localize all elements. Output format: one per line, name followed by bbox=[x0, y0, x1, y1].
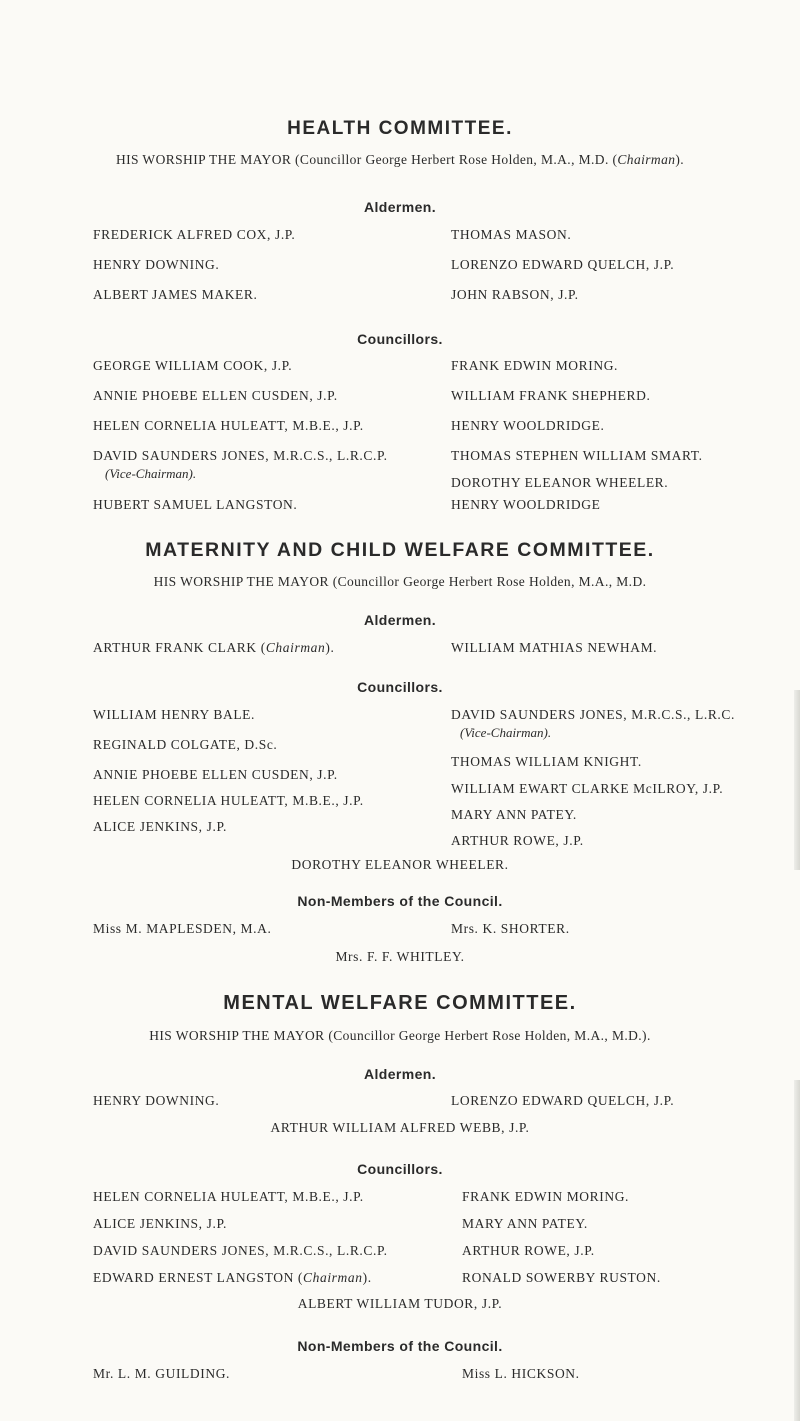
maternity-alderman-left-suffix: ). bbox=[325, 640, 335, 655]
page-edge-shadow bbox=[794, 1080, 800, 1421]
health-councillor-left: DAVID SAUNDERS JONES, M.R.C.S., L.R.C.P. bbox=[93, 448, 388, 463]
mental-alderman-right: LORENZO EDWARD QUELCH, J.P. bbox=[451, 1093, 675, 1108]
mental-councillors-heading: Councillors. bbox=[357, 1161, 443, 1177]
health-alderman-right: JOHN RABSON, J.P. bbox=[451, 287, 579, 302]
health-councillor-right: HENRY WOOLDRIDGE bbox=[451, 497, 601, 512]
maternity-councillor-left: REGINALD COLGATE, D.Sc. bbox=[93, 737, 278, 752]
health-chairman-role: Chairman bbox=[617, 152, 676, 167]
maternity-non-member-center: Mrs. F. F. WHITLEY. bbox=[335, 949, 465, 964]
mental-councillor-left: DAVID SAUNDERS JONES, M.R.C.S., L.R.C.P. bbox=[93, 1243, 388, 1258]
mental-councillor-left: HELEN CORNELIA HULEATT, M.B.E., J.P. bbox=[93, 1189, 364, 1204]
maternity-councillor-right: ARTHUR ROWE, J.P. bbox=[451, 833, 584, 848]
health-vice-chairman-note: (Vice-Chairman). bbox=[105, 466, 197, 481]
health-councillor-left: ANNIE PHOEBE ELLEN CUSDEN, J.P. bbox=[93, 388, 338, 403]
mental-councillor-right: ARTHUR ROWE, J.P. bbox=[462, 1243, 595, 1258]
health-councillor-right: WILLIAM FRANK SHEPHERD. bbox=[451, 388, 651, 403]
health-aldermen-heading: Aldermen. bbox=[363, 199, 437, 215]
mental-councillor-left bbox=[93, 1270, 372, 1286]
health-alderman-left: ALBERT JAMES MAKER. bbox=[93, 287, 258, 302]
maternity-councillors-heading: Councillors. bbox=[357, 679, 443, 695]
health-alderman-left: FREDERICK ALFRED COX, J.P. bbox=[93, 227, 296, 242]
health-alderman-left: HENRY DOWNING. bbox=[93, 257, 220, 272]
maternity-alderman-left-name: ARTHUR FRANK CLARK ( bbox=[93, 640, 266, 655]
maternity-non-members-heading: Non-Members of the Council. bbox=[297, 893, 503, 909]
health-councillor-left: HUBERT SAMUEL LANGSTON. bbox=[93, 497, 298, 512]
health-councillor-left: GEORGE WILLIAM COOK, J.P. bbox=[93, 358, 293, 373]
maternity-chairman-line: HIS WORSHIP THE MAYOR (Councillor George Herbert Rose Holden, M.A., M.D. bbox=[153, 574, 647, 589]
maternity-councillor-right: MARY ANN PATEY. bbox=[451, 807, 577, 822]
health-councillor-right: DOROTHY ELEANOR WHEELER. bbox=[451, 475, 669, 490]
mental-committee-title: MENTAL WELFARE COMMITTEE. bbox=[223, 992, 577, 1014]
maternity-councillor-right: DAVID SAUNDERS JONES, M.R.C.S., L.R.C. bbox=[451, 707, 735, 722]
page-edge-shadow bbox=[794, 690, 800, 870]
maternity-committee-title: MATERNITY AND CHILD WELFARE COMMITTEE. bbox=[145, 539, 655, 561]
mental-councillor-left: ALICE JENKINS, J.P. bbox=[93, 1216, 228, 1231]
mental-alderman-center: ARTHUR WILLIAM ALFRED WEBB, J.P. bbox=[270, 1120, 530, 1135]
mental-non-members-heading: Non-Members of the Council. bbox=[297, 1338, 503, 1354]
health-councillor-right: THOMAS STEPHEN WILLIAM SMART. bbox=[451, 448, 703, 463]
maternity-alderman-left bbox=[93, 640, 334, 656]
health-councillor-left: HELEN CORNELIA HULEATT, M.B.E., J.P. bbox=[93, 418, 364, 433]
health-chairman-prefix: HIS WORSHIP THE MAYOR (Councillor George Herbert Rose Holden, M.A., M.D. ( bbox=[115, 152, 618, 167]
maternity-councillor-left: ANNIE PHOEBE ELLEN CUSDEN, J.P. bbox=[93, 767, 338, 782]
mental-alderman-left: HENRY DOWNING. bbox=[93, 1093, 220, 1108]
health-councillor-right: FRANK EDWIN MORING. bbox=[451, 358, 619, 373]
maternity-councillor-left: HELEN CORNELIA HULEATT, M.B.E., J.P. bbox=[93, 793, 364, 808]
maternity-councillor-left: ALICE JENKINS, J.P. bbox=[93, 819, 228, 834]
mental-councillor-chairman-role: Chairman bbox=[303, 1270, 363, 1285]
mental-aldermen-heading: Aldermen. bbox=[363, 1066, 437, 1082]
health-councillor-right: HENRY WOOLDRIDGE. bbox=[451, 418, 605, 433]
maternity-non-member-left: Miss M. MAPLESDEN, M.A. bbox=[93, 921, 272, 936]
health-alderman-right: LORENZO EDWARD QUELCH, J.P. bbox=[451, 257, 675, 272]
mental-chairman-line: HIS WORSHIP THE MAYOR (Councillor George Herbert Rose Holden, M.A., M.D.). bbox=[149, 1028, 651, 1043]
mental-councillor-center: ALBERT WILLIAM TUDOR, J.P. bbox=[297, 1296, 503, 1311]
mental-councillor-right: RONALD SOWERBY RUSTON. bbox=[462, 1270, 661, 1285]
health-committee-title: HEALTH COMMITTEE. bbox=[287, 118, 513, 139]
maternity-vice-chairman-note: (Vice-Chairman). bbox=[460, 725, 552, 740]
mental-councillor-right: FRANK EDWIN MORING. bbox=[462, 1189, 630, 1204]
maternity-councillor-center: DOROTHY ELEANOR WHEELER. bbox=[291, 857, 509, 872]
health-councillors-heading: Councillors. bbox=[357, 331, 443, 347]
maternity-councillor-right: WILLIAM EWART CLARKE McILROY, J.P. bbox=[451, 781, 724, 796]
maternity-non-member-right: Mrs. K. SHORTER. bbox=[451, 921, 570, 936]
health-chairman-suffix: ). bbox=[675, 152, 685, 167]
maternity-aldermen-heading: Aldermen. bbox=[363, 612, 437, 628]
maternity-alderman-left-role: Chairman bbox=[265, 640, 326, 655]
mental-councillor-chairman-suffix: ). bbox=[362, 1270, 372, 1285]
health-alderman-right: THOMAS MASON. bbox=[451, 227, 572, 242]
mental-councillor-right: MARY ANN PATEY. bbox=[462, 1216, 588, 1231]
health-chairman-line bbox=[0, 152, 800, 168]
mental-non-member-left: Mr. L. M. GUILDING. bbox=[93, 1366, 231, 1381]
maternity-alderman-right: WILLIAM MATHIAS NEWHAM. bbox=[451, 640, 658, 655]
mental-councillor-chairman-name: EDWARD ERNEST LANGSTON ( bbox=[93, 1270, 304, 1285]
mental-non-member-right: Miss L. HICKSON. bbox=[462, 1366, 580, 1381]
maternity-councillor-left: WILLIAM HENRY BALE. bbox=[93, 707, 256, 722]
maternity-councillor-right: THOMAS WILLIAM KNIGHT. bbox=[451, 754, 642, 769]
